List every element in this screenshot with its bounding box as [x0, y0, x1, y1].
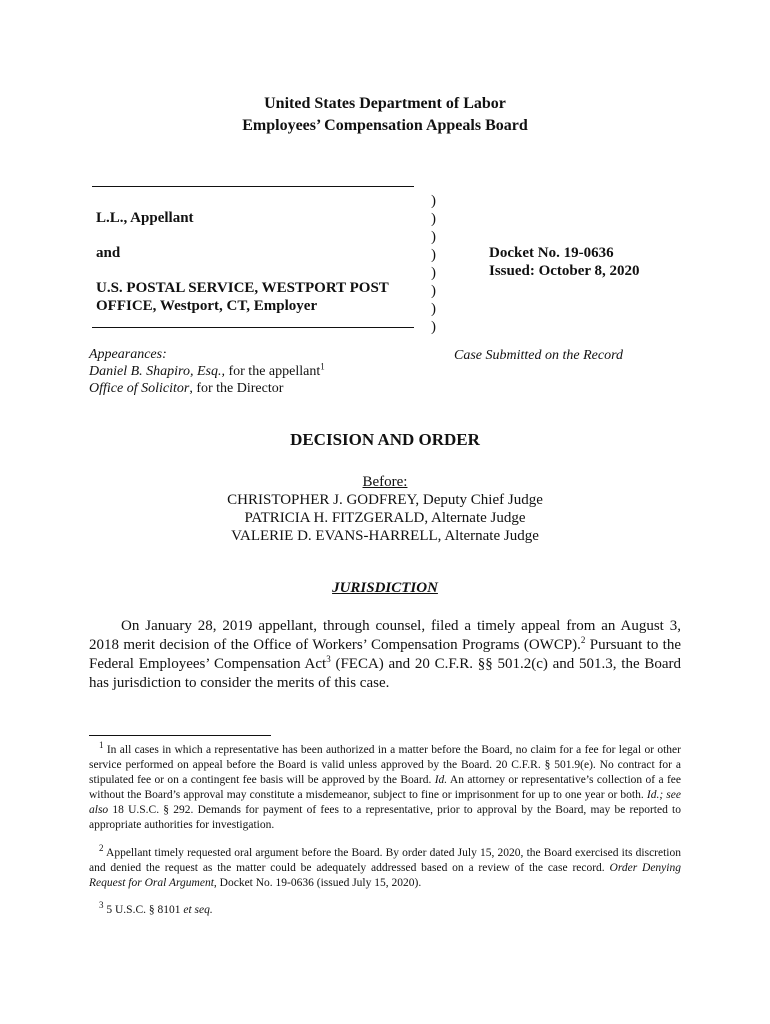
- jurisdiction-text-2: Pursuant to the Federal Employees’ Compensation Act: [89, 637, 682, 672]
- judge-3: VALERIE D. EVANS-HARRELL, Alternate Judge: [231, 528, 539, 544]
- caption-top-rule: [92, 186, 414, 187]
- document-page: United States Department of Labor Employees’ Compensation Appeals Board L.L., Appellant and U.S. POSTAL SERVICE, WESTPORT POST OFFICE, Westport, CT, Employer ) ) ) ) ) ) ) ) Docket No. 19-0636 Issued: October 8, 2020 Appearances: Daniel B. Shapiro, Esq., for the appellant$^1$ Office of Solicitor, for the Director Case Submitted on the Record DECISION AND ORDER Before: CHRISTOPHER J. GODFREY, Deputy Chief Judge PATRICIA H. FITZGERALD, Alternate Judge VALERIE D. EVANS-HARRELL, Alternate Judge JURISDICTION On January 28, 2019 appellant, through counsel, filed a timely appeal from an August 3, 2018 merit decision of the Office of Workers’ Compensation Programs (OWCP).$^2$ Pursuant to the Federal Employees’ Compensation Act$^3$ (FECA) and 20 C.F.R. §§ 501.2(c) and 501.3, the Board has jurisdiction to consider the merits of this case. $^1$ In all cases in which a representative has been authorized in a matter before the Board, no claim for a fee for legal or other service performed on appeal before the Board is valid unless approved by the Board. 20 C.F.R. § 501.9(e). No contract for a stipulated fee or on a contingent fee basis will be approved by the Board. Id. An attorney or representative’s collection of a fee without the Board’s approval may constitute a misdemeanor, subject to fine or imprisonment for up to one year or both. Id.; see also 18 U.S.C. § 292. Demands for payment of fees to a representative, prior to approval by the Board, may be reported to appropriate authorities for investigation. $^2$ Appellant timely requested oral argument before the Board. By order dated July 15, 2020, the Board exercised its discretion and denied the request as the matter could be adequately addressed based on a review of the case record. Order Denying Request for Oral Argument, Docket No. 19-0636 (issued July 15, 2020). $^3$ 5 U.S.C. § 8101 et seq.: [0, 0, 770, 1024]
- appearances-block: [89, 346, 325, 397]
- appellant-counsel-role: for the appellant: [224, 364, 321, 379]
- case-submitted-note: Case Submitted on the Record: [454, 348, 624, 363]
- judges-panel: [0, 473, 770, 545]
- footnote-3-et-seq: et seq.: [183, 904, 213, 916]
- appellant-name: L.L., Appellant: [96, 210, 194, 226]
- footnote-3-text: 5 U.S.C. § 8101: [103, 904, 184, 916]
- footnote-1-number: 1: [99, 740, 104, 751]
- employer-line-2: OFFICE, Westport, CT, Employer: [96, 298, 318, 314]
- footnote-separator: [89, 735, 271, 736]
- footnote-1-text-b: An attorney or representative’s collection of a fee without the Board’s approval may constitute a misdemeanor, subject to fine or imprisonment for up to one year or both.: [89, 774, 681, 801]
- before-label: Before:: [362, 474, 408, 490]
- caption-bottom-rule: [92, 327, 414, 328]
- issued-date: Issued: October 8, 2020: [489, 263, 640, 279]
- footnote-3-number: 3: [99, 900, 104, 911]
- footnote-2-number: 2: [99, 843, 104, 854]
- judge-2: PATRICIA H. FITZGERALD, Alternate Judge: [244, 510, 526, 526]
- director-counsel: Office of Solicitor: [89, 381, 190, 396]
- footnote-2-text-b: , Docket No. 19-0636 (issued July 15, 2020).: [213, 877, 422, 889]
- footnote-1: [89, 740, 681, 833]
- jurisdiction-heading: JURISDICTION: [332, 580, 438, 596]
- judge-1: CHRISTOPHER J. GODFREY, Deputy Chief Judge: [227, 492, 543, 508]
- jurisdiction-text-3: (FECA) and 20 C.F.R. §§ 501.2(c) and 501.3, the Board has jurisdiction to consider the merits of this case.: [89, 656, 681, 691]
- appellant-counsel: Daniel B. Shapiro, Esq.,: [89, 364, 225, 379]
- department-name: United States Department of Labor: [264, 95, 506, 112]
- appearances-label: Appearances:: [89, 347, 167, 362]
- docket-number: Docket No. 19-0636: [489, 245, 614, 261]
- footnote-2: [89, 843, 681, 891]
- employer-line-1: U.S. POSTAL SERVICE, WESTPORT POST: [96, 280, 389, 296]
- footnote-ref-3[interactable]: 3: [326, 654, 331, 664]
- footnote-3: [89, 900, 681, 918]
- footnote-2-order-title: Order Denying Request for Oral Argument: [89, 862, 681, 889]
- footnote-1-text-a: In all cases in which a representative has been authorized in a matter before the Board, no claim for a fee for legal or other service performed on appeal before the Board is valid unless approved by the Board. 20 C.F.R. § 501.9(e). No contract for a stipulated fee or on a contingent fee basis will be approved by the Board.: [89, 744, 681, 786]
- jurisdiction-text-1: On January 28, 2019 appellant, through counsel, filed a timely appeal from an August 3, 2018 merit decision of the Office of Workers’ Compensation Programs (OWCP).: [89, 618, 681, 653]
- decision-title: DECISION AND ORDER: [290, 430, 480, 449]
- footnote-2-text-a: Appellant timely requested oral argument before the Board. By order dated July 15, 2020, the Board exercised its discretion and denied the request as the matter could be adequately addressed based on a review of the case record.: [89, 847, 681, 874]
- footnote-1-text-c: 18 U.S.C. § 292. Demands for payment of fees to a representative, prior to approval by the Board, may be reported to appropriate authorities for investigation.: [89, 804, 681, 831]
- director-counsel-role: , for the Director: [189, 381, 284, 396]
- board-name: Employees’ Compensation Appeals Board: [242, 117, 528, 134]
- footnote-ref-2[interactable]: 2: [580, 635, 586, 645]
- footnote-1-id: Id.: [434, 774, 448, 786]
- footnote-1-see-also: Id.; see also: [89, 789, 681, 816]
- caption-and: and: [96, 245, 121, 261]
- jurisdiction-paragraph: [89, 617, 681, 693]
- footnote-ref-1[interactable]: 1: [320, 361, 325, 372]
